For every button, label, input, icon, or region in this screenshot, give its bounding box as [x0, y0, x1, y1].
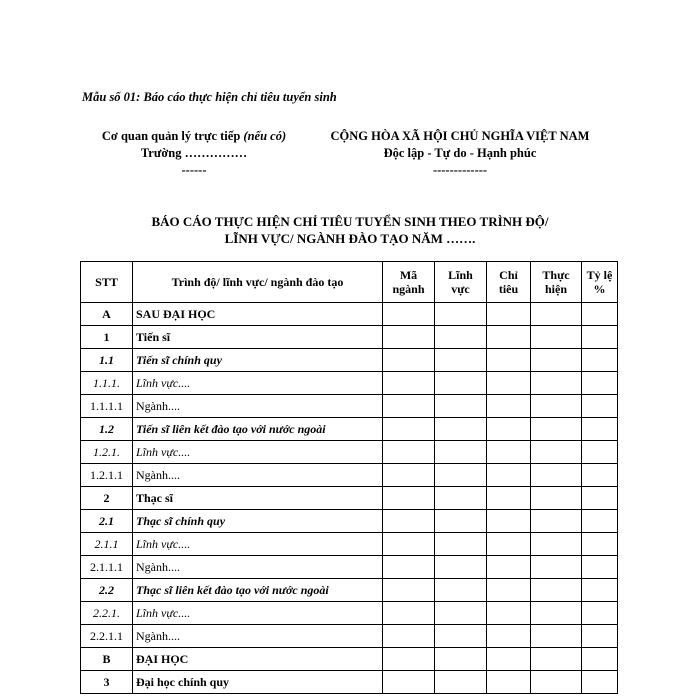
motto-divider: ------------- — [432, 163, 488, 177]
report-title-line-2: LĨNH VỰC/ NGÀNH ĐÀO TẠO NĂM ……. — [224, 231, 476, 246]
program-name: Thạc sĩ liên kết đào tạo với nước ngoài — [133, 579, 383, 602]
cell-rate — [582, 602, 618, 625]
agency-note: (nếu có) — [243, 129, 287, 143]
cell-code — [383, 579, 435, 602]
table-row — [81, 487, 618, 510]
cell-code — [383, 510, 435, 533]
cell-code — [383, 602, 435, 625]
cell-code — [383, 349, 435, 372]
enrollment-table — [80, 261, 618, 694]
cell-field — [435, 326, 487, 349]
cell-field — [435, 464, 487, 487]
program-name: Thạc sĩ chính quy — [133, 510, 383, 533]
school-line: Trường …………… — [140, 146, 248, 160]
cell-code — [383, 533, 435, 556]
cell-field — [435, 395, 487, 418]
cell-code — [383, 372, 435, 395]
row-number: 1.1.1. — [81, 372, 133, 395]
row-number: 2.1.1 — [81, 533, 133, 556]
national-header — [312, 128, 608, 179]
cell-quota — [487, 349, 531, 372]
cell-rate — [582, 625, 618, 648]
cell-quota — [487, 487, 531, 510]
row-number: 1.2.1.1 — [81, 464, 133, 487]
report-title — [100, 213, 600, 247]
cell-quota — [487, 648, 531, 671]
cell-quota — [487, 395, 531, 418]
cell-rate — [582, 579, 618, 602]
cell-quota — [487, 510, 531, 533]
table-row — [81, 464, 618, 487]
table-row — [81, 372, 618, 395]
cell-quota — [487, 441, 531, 464]
cell-field — [435, 533, 487, 556]
program-name: Đại học chính quy — [133, 671, 383, 694]
cell-actual — [531, 487, 582, 510]
cell-actual — [531, 510, 582, 533]
col-header-rate: Tỷ lệ % — [582, 262, 618, 303]
cell-rate — [582, 648, 618, 671]
cell-code — [383, 418, 435, 441]
table-row — [81, 326, 618, 349]
program-name: Tiến sĩ liên kết đào tạo với nước ngoài — [133, 418, 383, 441]
cell-actual — [531, 625, 582, 648]
cell-code — [383, 303, 435, 326]
program-name: Lĩnh vực.... — [133, 602, 383, 625]
cell-actual — [531, 372, 582, 395]
cell-field — [435, 303, 487, 326]
row-number: 2.2.1. — [81, 602, 133, 625]
cell-field — [435, 510, 487, 533]
cell-actual — [531, 418, 582, 441]
program-name: Tiến sĩ chính quy — [133, 349, 383, 372]
cell-rate — [582, 556, 618, 579]
cell-actual — [531, 533, 582, 556]
cell-code — [383, 464, 435, 487]
cell-code — [383, 648, 435, 671]
col-header-program: Trình độ/ lĩnh vực/ ngành đào tạo — [133, 262, 383, 303]
cell-quota — [487, 602, 531, 625]
program-name: Lĩnh vực.... — [133, 372, 383, 395]
col-header-field: Lĩnh vực — [435, 262, 487, 303]
cell-quota — [487, 418, 531, 441]
cell-rate — [582, 303, 618, 326]
form-number-label: Mẫu số 01: Báo cáo thực hiện chỉ tiêu tuyển sinh — [82, 90, 337, 104]
row-number: 1 — [81, 326, 133, 349]
row-number: 2.1 — [81, 510, 133, 533]
cell-quota — [487, 303, 531, 326]
program-name: Ngành.... — [133, 625, 383, 648]
table-row — [81, 648, 618, 671]
cell-code — [383, 487, 435, 510]
cell-quota — [487, 533, 531, 556]
row-number: 3 — [81, 671, 133, 694]
row-number: 2 — [81, 487, 133, 510]
program-name: Ngành.... — [133, 395, 383, 418]
row-number: A — [81, 303, 133, 326]
program-name: Ngành.... — [133, 556, 383, 579]
cell-code — [383, 395, 435, 418]
row-number: 1.2 — [81, 418, 133, 441]
cell-rate — [582, 395, 618, 418]
program-name: Lĩnh vực.... — [133, 533, 383, 556]
agency-divider: ------ — [181, 163, 207, 177]
cell-rate — [582, 418, 618, 441]
program-name: Thạc sĩ — [133, 487, 383, 510]
cell-field — [435, 579, 487, 602]
national-motto: Độc lập - Tự do - Hạnh phúc — [383, 146, 537, 160]
country-name: CỘNG HÒA XÃ HỘI CHỦ NGHĨA VIỆT NAM — [330, 129, 590, 143]
row-number: 1.2.1. — [81, 441, 133, 464]
cell-actual — [531, 556, 582, 579]
cell-field — [435, 418, 487, 441]
table-row — [81, 533, 618, 556]
cell-field — [435, 487, 487, 510]
cell-actual — [531, 303, 582, 326]
cell-code — [383, 625, 435, 648]
table-row — [81, 395, 618, 418]
agency-label: Cơ quan quản lý trực tiếp — [101, 129, 244, 143]
cell-field — [435, 648, 487, 671]
row-number: B — [81, 648, 133, 671]
cell-actual — [531, 395, 582, 418]
table-row — [81, 671, 618, 694]
cell-field — [435, 441, 487, 464]
cell-rate — [582, 487, 618, 510]
cell-rate — [582, 441, 618, 464]
cell-quota — [487, 326, 531, 349]
cell-quota — [487, 372, 531, 395]
row-number: 2.1.1.1 — [81, 556, 133, 579]
cell-actual — [531, 464, 582, 487]
row-number: 1.1 — [81, 349, 133, 372]
table-row — [81, 625, 618, 648]
cell-actual — [531, 671, 582, 694]
cell-rate — [582, 671, 618, 694]
cell-rate — [582, 349, 618, 372]
agency-line — [88, 128, 300, 145]
cell-actual — [531, 441, 582, 464]
cell-rate — [582, 326, 618, 349]
cell-quota — [487, 579, 531, 602]
cell-code — [383, 556, 435, 579]
cell-rate — [582, 372, 618, 395]
cell-quota — [487, 671, 531, 694]
table-row — [81, 349, 618, 372]
cell-actual — [531, 349, 582, 372]
cell-rate — [582, 533, 618, 556]
cell-field — [435, 602, 487, 625]
program-name: SAU ĐẠI HỌC — [133, 303, 383, 326]
cell-field — [435, 671, 487, 694]
cell-actual — [531, 602, 582, 625]
table-row — [81, 418, 618, 441]
table-row — [81, 441, 618, 464]
program-name: Lĩnh vực.... — [133, 441, 383, 464]
cell-actual — [531, 579, 582, 602]
table-row — [81, 602, 618, 625]
col-header-actual: Thực hiện — [531, 262, 582, 303]
cell-quota — [487, 464, 531, 487]
cell-field — [435, 349, 487, 372]
cell-actual — [531, 326, 582, 349]
program-name: Tiến sĩ — [133, 326, 383, 349]
table-row — [81, 556, 618, 579]
agency-header — [88, 128, 300, 179]
row-number: 2.2 — [81, 579, 133, 602]
cell-actual — [531, 648, 582, 671]
table-row — [81, 510, 618, 533]
col-header-stt: STT — [81, 262, 133, 303]
cell-field — [435, 556, 487, 579]
row-number: 1.1.1.1 — [81, 395, 133, 418]
cell-code — [383, 441, 435, 464]
cell-code — [383, 326, 435, 349]
cell-quota — [487, 556, 531, 579]
cell-quota — [487, 625, 531, 648]
cell-field — [435, 372, 487, 395]
cell-field — [435, 625, 487, 648]
program-name: ĐẠI HỌC — [133, 648, 383, 671]
col-header-quota: Chỉ tiêu — [487, 262, 531, 303]
cell-rate — [582, 510, 618, 533]
row-number: 2.2.1.1 — [81, 625, 133, 648]
col-header-code: Mã ngành — [383, 262, 435, 303]
table-row — [81, 303, 618, 326]
report-title-line-1: BÁO CÁO THỰC HIỆN CHỈ TIÊU TUYỂN SINH THEO TRÌNH ĐỘ/ — [151, 214, 549, 229]
cell-code — [383, 671, 435, 694]
program-name: Ngành.... — [133, 464, 383, 487]
table-row — [81, 579, 618, 602]
cell-rate — [582, 464, 618, 487]
table-header-row — [81, 262, 618, 303]
